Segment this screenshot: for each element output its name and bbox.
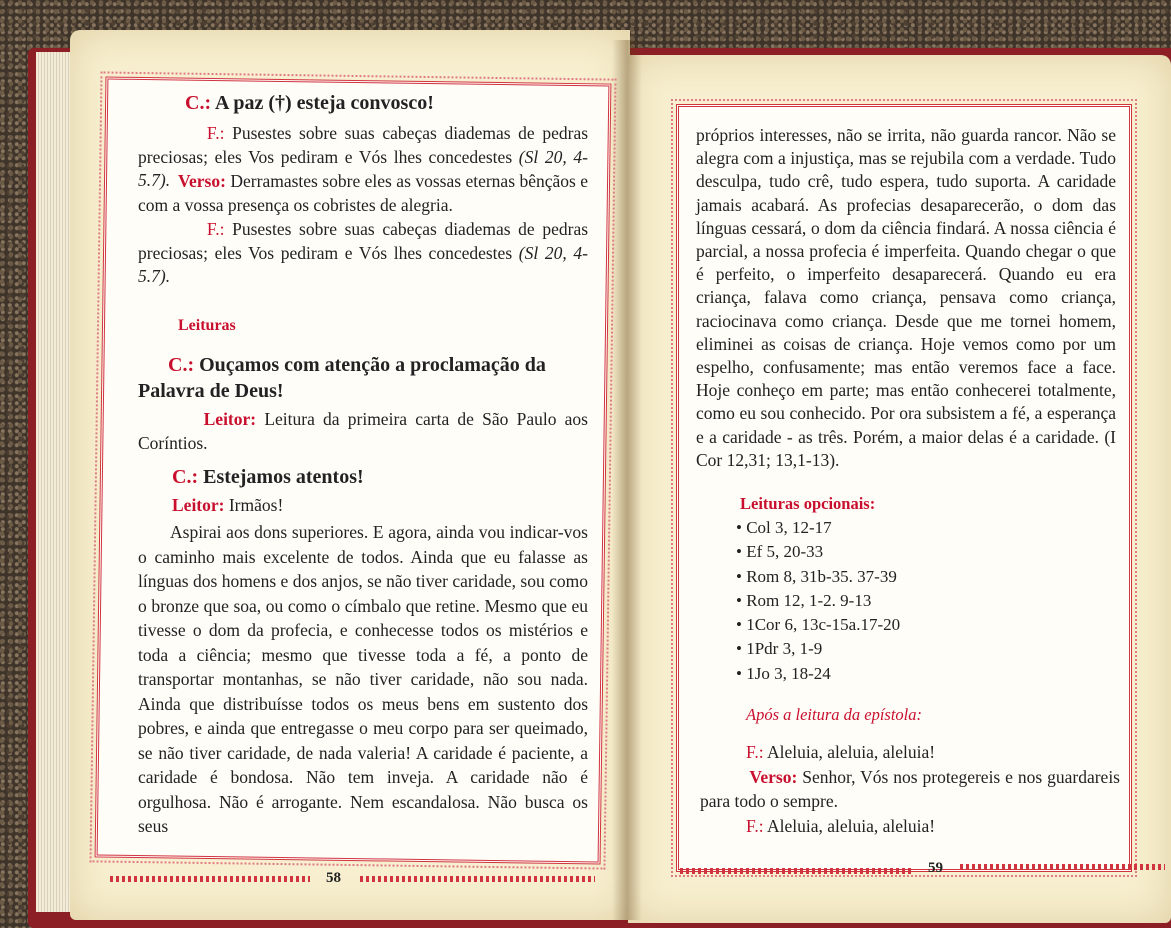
list-item: • Ef 5, 20-33 [736, 542, 824, 562]
page-number-right: 59 [928, 860, 943, 876]
after-epistle-note: Após a leitura da epístola: [746, 705, 922, 724]
list-item: • Col 3, 12-17 [736, 518, 832, 537]
antiphon-2: F.: Pusestes sobre suas cabeças diademas de pedras preciosas; eles Vos pediram e Vós lhes concedestes (Sl 20, 4-5.7). [138, 219, 589, 286]
peace-line [185, 92, 585, 116]
alleluia-2: F.: Aleluia, aleluia, aleluia! [746, 816, 936, 836]
attentive-line: C.: Estejamos atentos! [172, 466, 364, 488]
page-number-left: 58 [326, 870, 341, 886]
list-item: • Rom 8, 31b-35. 37-39 [736, 566, 897, 586]
verse-2: Verso: Senhor, Vós nos protegereis e nos guardareis para todo o sempre. [700, 767, 1120, 811]
reading-text: Aspirai aos dons superiores. E agora, ainda vou indicar-vos o caminho mais excelente de todos. Ainda que eu falasse as línguas dos homens e dos anjos, se não tiver caridade, sou como o bronze que soa, ou como o címbalo que retine. Mesmo que eu tivesse o dom da profecia, e conhecesse todos os mistérios e toda a ciência; mesmo que tivesse toda a fé, a ponto de transportar montanhas, se não tiver caridade, não sou nada. Ainda que distribuísse todos os meus bens em sustento dos pobres, e ainda que entregasse o meu corpo para ser queimado, se não tiver caridade, de nada valeria! A caridade é paciente, a caridade é bondosa. Não tem inveja. A caridade não é orgulhosa. Não é arrogante. Nem escandalosa. Não busca os seus [138, 522, 588, 836]
celebrant-label: C.: [185, 92, 212, 114]
readings-heading: Leituras [178, 317, 236, 334]
proclamation-line: C.: Ouçamos com atenção a proclamação da Palavra de Deus! [138, 354, 546, 402]
list-item: • 1Cor 6, 13c-15a.17-20 [736, 615, 901, 635]
footer-ornament-right [680, 868, 912, 874]
optional-readings-list [736, 516, 900, 686]
brothers-line: Leitor: Irmãos! [172, 495, 284, 515]
optional-readings-heading: Leituras opcionais: [740, 494, 876, 513]
footer-ornament-left-2 [360, 876, 595, 882]
list-item: • 1Jo 3, 18-24 [736, 663, 831, 683]
list-item: • 1Pdr 3, 1-9 [736, 639, 823, 659]
list-item: • Rom 12, 1-2. 9-13 [736, 590, 872, 610]
verse-1: Verso: Derramastes sobre eles as vossas eternas bênçãos e com a vossa presença os cobristes de alegria. [138, 171, 589, 215]
peace-text: A paz (†) esteja convosco! [215, 92, 434, 114]
reader-intro: Leitor: Leitura da primeira carta de São Paulo aos Coríntios. [138, 409, 588, 453]
antiphon-1: F.: Pusestes sobre suas cabeças diademas de pedras preciosas; eles Vos pediram e Vós lhes concedestes (Sl 20, 4-5.7). [138, 123, 589, 190]
footer-ornament-left [110, 876, 310, 882]
footer-ornament-right-2 [960, 864, 1165, 870]
alleluia-1: F.: Aleluia, aleluia, aleluia! [746, 742, 936, 762]
reading-continuation: próprios interesses, não se irrita, não guarda rancor. Não se alegra com a injustiça, mas se rejubila com a verdade. Tudo desculpa, tudo crê, tudo espera, tudo suporta. A caridade jamais acabará. As profecias desaparecerão, o dom das línguas cessará, o dom da ciência findará. A nossa ciência é parcial, a nossa profecia é imperfeita. Quando chegar o que é perfeito, o imperfeito desaparecerá. Quando eu era criança, falava como criança, pensava como criança, raciocinava como criança. Desde que me tornei homem, eliminei as coisas de criança. Hoje vemos como por um espelho, confusamente; mas então veremos face a face. Hoje conheço em parte; mas então conhecerei totalmente, como eu sou conhecido. Por ora subsistem a fé, a esperança e a caridade - as três. Porém, a maior delas é a caridade. (I Cor 12,31; 13,1-13). [696, 125, 1116, 470]
